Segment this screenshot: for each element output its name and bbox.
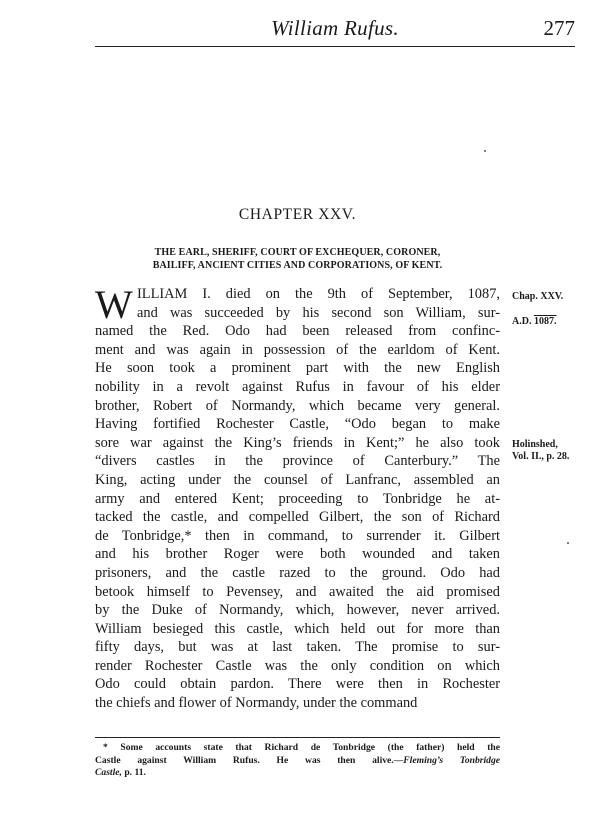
body-line: ILLIAM I. died on the 9th of September, 1087, [137,286,500,302]
sidenote-source [512,439,569,463]
chapter-heading: CHAPTER XXV. [238,206,357,223]
body-line: Having fortified Rochester Castle, “Odo began to make [95,416,500,433]
body-line: render Rochester Castle was the only condition on which [95,657,500,674]
body-line: ment and was again in possession of the earldom of Kent. [95,341,500,358]
print-speck [567,542,569,544]
footnote-line [95,755,500,768]
body-line: tacked the castle, and compelled Gilbert, the son of Richard [95,509,500,526]
body-line: He soon took a prominent part with the new English [95,360,500,377]
sidenote-source-line: Holinshed, [512,439,558,450]
print-speck [484,150,486,152]
running-title: William Rufus. [271,16,399,40]
body-line: “divers castles in the province of Canterbury.” The [95,453,500,470]
body-line: Odo could obtain pardon. There were then in Rochester [95,676,500,693]
body-line: the chiefs and flower of Normandy, under the command [95,695,418,712]
chapter-summary-line: BAILIFF, ANCIENT CITIES AND CORPORATIONS, OF KENT. [152,260,443,271]
body-line: nobility in a revolt against Rufus in favour of his elder [95,378,500,395]
running-head [95,14,575,50]
sidenote-source-line: Vol. II., p. 28. [512,451,570,462]
body-line: sore war against the King’s friends in Kent;” he also took [95,434,500,451]
chapter-summary-line: THE EARL, SHERIFF, COURT OF EXCHEQUER, CORONER, [154,247,441,258]
sidenote-date-year: 1087. [533,316,557,327]
footnote-citation: Castle, [95,767,122,778]
sidenote-date [512,316,556,328]
body-text [95,282,500,713]
sidenote-chapter-ref [512,291,563,303]
body-line: de Tonbridge,* then in command, to surrender it. Gilbert [95,527,500,544]
body-line: fifty days, but was at last taken. The promise to sur- [95,639,500,656]
footnote-line [95,767,500,780]
body-line: prisoners, and the castle razed to the ground. Odo had [95,564,500,581]
body-line: brother, Robert of Normandy, which became very general. [95,397,500,414]
body-line: and was succeeded by his second son William, sur- [137,304,500,321]
page-number: 277 [543,16,575,40]
body-line: William besieged this castle, which held out for more than [95,620,500,637]
sidenote-date-prefix: A.D. [512,316,532,327]
footnote [95,742,500,780]
footnote-line: * Some accounts state that Richard de Tonbridge (the father) held the [103,742,500,753]
body-line: betook himself to Pevensey, and awaited the aid promised [95,583,500,600]
body-line: army and entered Kent; proceeding to Tonbridge he at- [95,490,500,507]
chapter-summary [95,246,500,272]
body-line: King, acting under the counsel of Lanfranc, assembled an [95,471,500,488]
footnote-text: p. 11. [121,767,146,778]
body-line: and his brother Roger were both wounded and taken [95,546,500,563]
footnote-text: Castle against William Rufus. He was then alive.— [95,754,404,766]
header-rule [95,46,575,47]
drop-cap: W [95,282,133,327]
footnote-citation: Fleming’s Tonbridge [403,754,500,766]
body-line: named the Red. Odo had been released from confinc- [95,323,500,340]
body-line: by the Duke of Normandy, which, however, never arrived. [95,602,500,619]
sidenote-chapter-ref-text: Chap. XXV. [512,291,564,302]
footnote-rule [95,737,500,738]
